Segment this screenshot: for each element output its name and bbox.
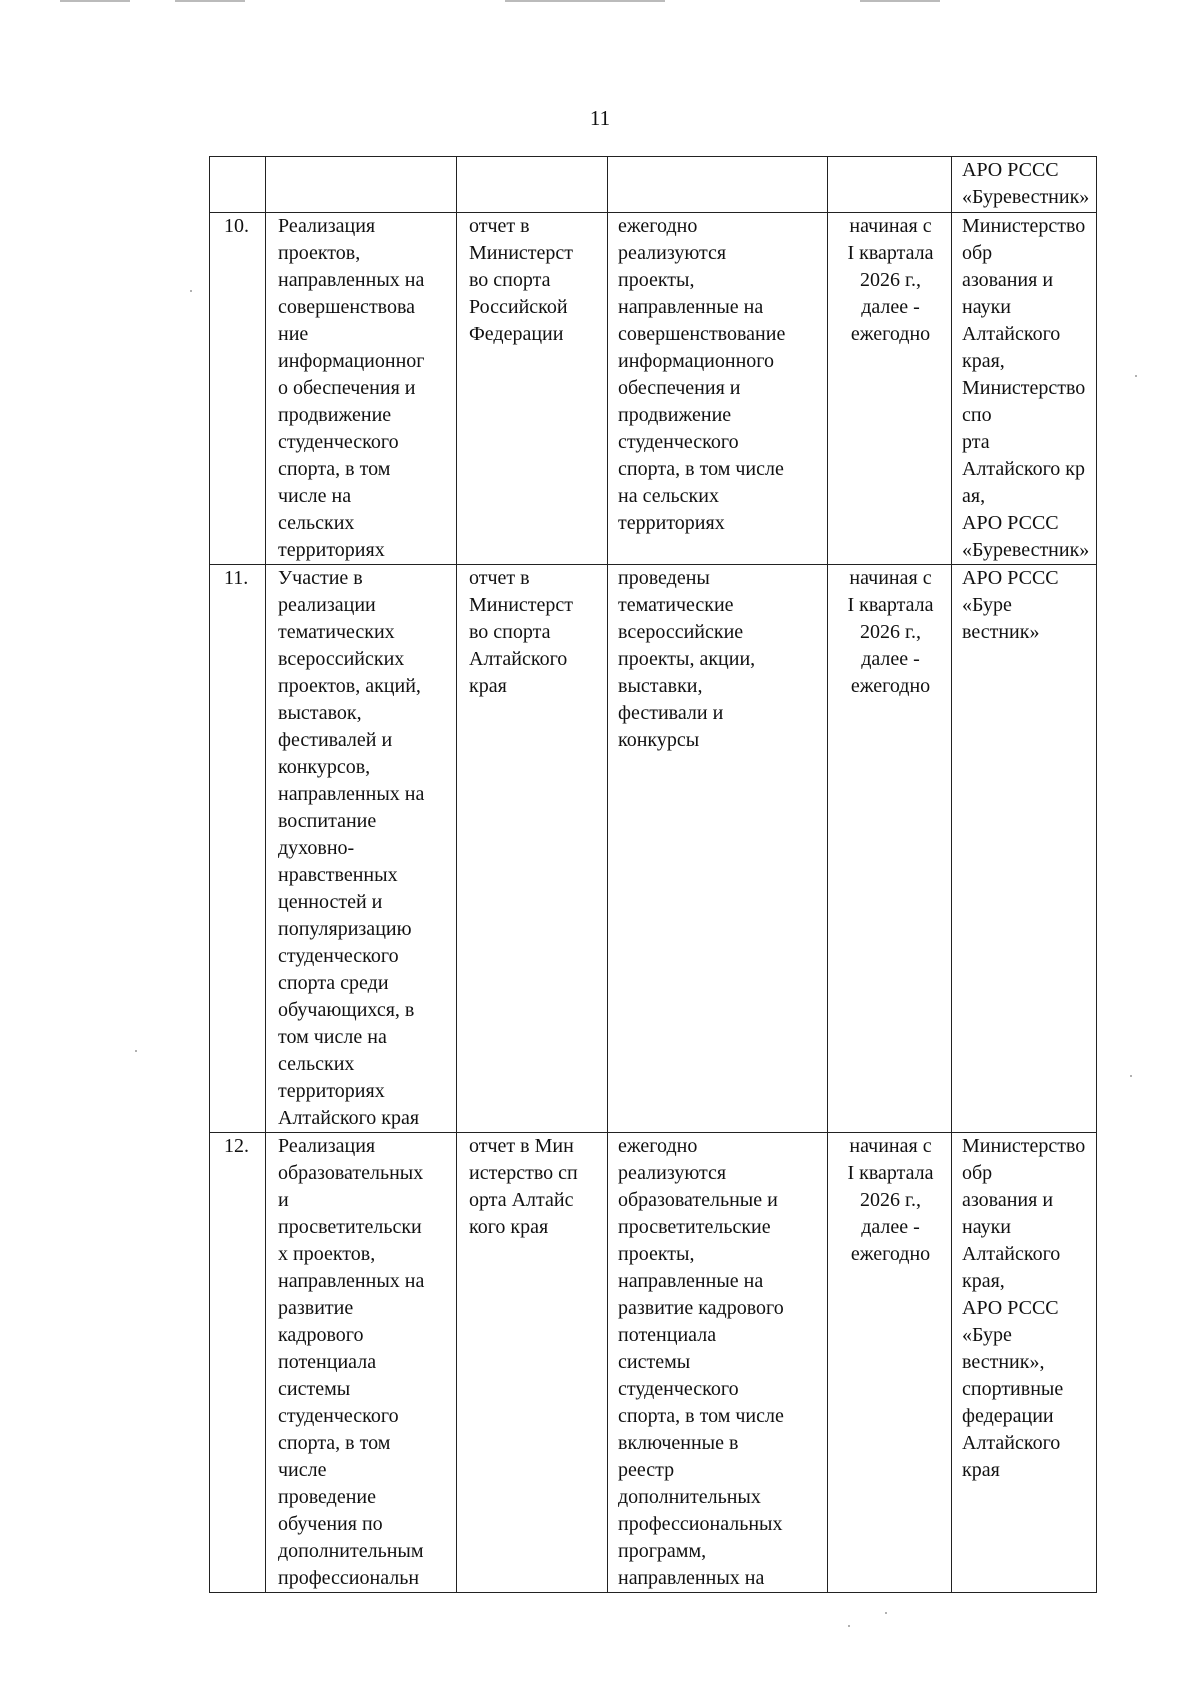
scan-speck	[1135, 375, 1137, 377]
responsible-cell: Министерство обр азования и науки Алтайского края, АРО РССС «Буре вестник», спортивные федерации Алтайского края	[952, 1133, 1097, 1593]
row-number: 12.	[210, 1133, 266, 1593]
term-cell	[828, 157, 952, 213]
scan-speck	[1130, 1075, 1132, 1077]
result-cell: ежегодно реализуются образовательные и просветительские проекты, направленные на развитие кадрового потенциала системы студенческого спорта, в том числе включенные в реестр дополнительных профессиональных программ, направленных на	[608, 1133, 828, 1593]
scan-artifact	[860, 0, 940, 2]
document-cell: отчет в Мин истерство сп орта Алтайс кого края	[457, 1133, 608, 1593]
responsible-cell: АРО РССС «Буре вестник»	[952, 565, 1097, 1133]
row-number	[210, 157, 266, 213]
scan-speck	[135, 1050, 137, 1052]
term-cell: начиная с I квартала 2026 г., далее - ежегодно	[828, 1133, 952, 1593]
scan-speck	[190, 290, 192, 292]
scan-artifact	[505, 0, 665, 2]
plan-table	[209, 156, 1097, 1593]
document-cell: отчет в Министерст во спорта Алтайского края	[457, 565, 608, 1133]
table-row	[210, 1133, 1097, 1593]
table-row	[210, 565, 1097, 1133]
result-cell: ежегодно реализуются проекты, направленные на совершенствование информационного обеспечения и продвижение студенческого спорта, в том числе на сельских территориях	[608, 213, 828, 565]
scan-speck	[848, 1625, 850, 1627]
result-cell	[608, 157, 828, 213]
scan-speck	[885, 1612, 887, 1614]
row-number: 10.	[210, 213, 266, 565]
event-cell: Реализация проектов, направленных на совершенствова ние информационног о обеспечения и продвижение студенческого спорта, в том числе на сельских территориях	[266, 213, 457, 565]
page-number: 11	[589, 106, 611, 130]
responsible-cell: АРО РССС «Буревестник»	[952, 157, 1097, 213]
event-cell: Реализация образовательных и просветительски х проектов, направленных на развитие кадрового потенциала системы студенческого спорта, в том числе проведение обучения по дополнительным профессиональн	[266, 1133, 457, 1593]
scan-artifact	[175, 0, 245, 2]
document-cell	[457, 157, 608, 213]
table-row	[210, 157, 1097, 213]
event-cell: Участие в реализации тематических всероссийских проектов, акций, выставок, фестивалей и конкурсов, направленных на воспитание духовно- нравственных ценностей и популяризацию студенческого спорта среди обучающихся, в том числе на сельских территориях Алтайского края	[266, 565, 457, 1133]
table-row	[210, 213, 1097, 565]
result-cell: проведены тематические всероссийские проекты, акции, выставки, фестивали и конкурсы	[608, 565, 828, 1133]
term-cell: начиная с I квартала 2026 г., далее - ежегодно	[828, 213, 952, 565]
responsible-cell: Министерство обр азования и науки Алтайского края, Министерство спо рта Алтайского кр ая, АРО РССС «Буревестник»	[952, 213, 1097, 565]
term-cell: начиная с I квартала 2026 г., далее - ежегодно	[828, 565, 952, 1133]
row-number: 11.	[210, 565, 266, 1133]
document-cell: отчет в Министерст во спорта Российской Федерации	[457, 213, 608, 565]
event-cell	[266, 157, 457, 213]
scan-artifact	[60, 0, 130, 2]
